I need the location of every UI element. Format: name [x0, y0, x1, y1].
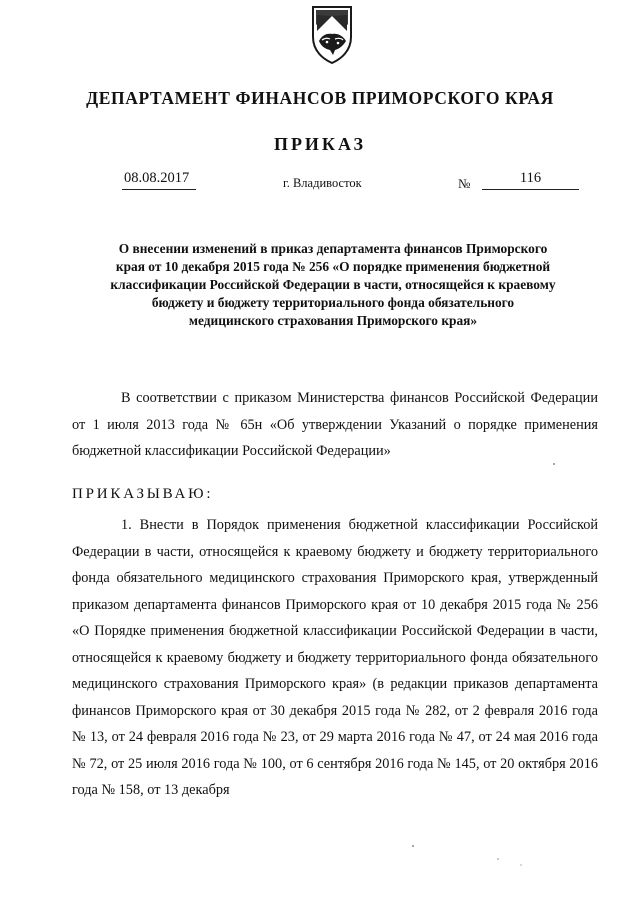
order-city: г. Владивосток [283, 176, 362, 190]
scan-speck [520, 864, 522, 866]
order-subject: О внесении изменений в приказ департамента финансов Приморского края от 10 декабря 2015 года № 256 «О порядке применения бюджетной классификации Российской Федерации в части, относящейся к краевому бюджету и бюджету территориального фонда обязательного медицинского страхования Приморского края» [110, 241, 556, 328]
coat-of-arms-icon [305, 3, 359, 65]
order-number: 116 [482, 170, 579, 190]
order-number-sign: № [458, 176, 471, 191]
scan-speck [553, 463, 555, 465]
clause-paragraph: 1. Внести в Порядок применения бюджетной классификации Российской Федерации в части, относящейся к краевому бюджету и бюджету территориального фонда обязательного медицинского страхования Приморского края, утвержденный приказом департамента финансов Приморского края от 10 декабря 2015 года № 256 «О Порядке применения бюджетной классификации Российской Федерации в части, относящейся к краевому бюджету и бюджету территориального фонда обязательного медицинского страхования Приморского края» (в редакции приказов департамента финансов Приморского края от 30 декабря 2015 года № 282, от 2 февраля 2016 года № 13, от 24 февраля 2016 года № 23, от 29 марта 2016 года № 47, от 24 мая 2016 года № 72, от 25 июля 2016 года № 100, от 6 сентября 2016 года № 145, от 20 октября 2016 года № 158, от 13 декабря [72, 517, 598, 798]
directive-heading: ПРИКАЗЫВАЮ: [72, 486, 214, 502]
order-date [122, 170, 196, 190]
order-title: ПРИКАЗ [273, 134, 367, 154]
preamble-paragraph: В соответствии с приказом Министерства финансов Российской Федерации от 1 июля 2013 года № 65н «Об утверждении Указаний о порядке применения бюджетной классификации Российской Федерации» [72, 390, 598, 459]
order-date-value: 08.08.2017 [124, 170, 190, 186]
department-title: ДЕПАРТАМЕНТ ФИНАНСОВ ПРИМОРСКОГО КРАЯ [86, 88, 554, 108]
scan-speck [497, 858, 499, 860]
scan-speck [412, 845, 414, 847]
order-meta-row [0, 170, 640, 196]
